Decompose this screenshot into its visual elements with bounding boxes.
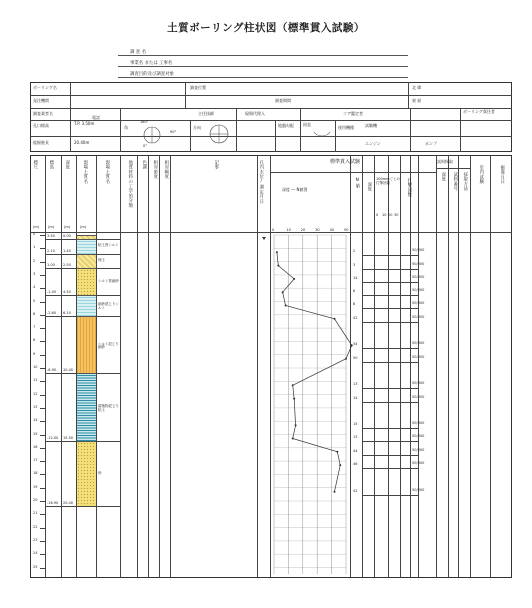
page-title: 土質ボーリング柱状図（標準貫入試験） — [167, 22, 365, 34]
elevation-value: T.P. 3.50m — [74, 121, 95, 126]
blows-value: 50/300 — [412, 261, 425, 266]
layer-soil-name: 砂 — [98, 470, 102, 475]
layer-soil-name: 腐植物混じり粘土 — [98, 404, 119, 412]
scale-tick-label: 3 — [33, 271, 36, 276]
col-header-engineering: 地質材料の工学的分類 — [127, 160, 133, 208]
angle-90: 90° — [170, 130, 177, 134]
col-header-blows-per: 100mmごとの打撃回数 — [376, 177, 400, 185]
blow-axis-tick: 20 — [388, 213, 393, 217]
blows-value: 50/300 — [412, 288, 425, 293]
spt-row-line — [362, 428, 418, 429]
blows-value: 50/300 — [412, 381, 425, 386]
north-latitude-label: 北 緯 — [412, 85, 422, 90]
col-header-spt: 標準貫入試験 — [330, 159, 361, 165]
n-value: 14 — [353, 275, 358, 280]
boring-name-label: ボーリング名 — [33, 85, 57, 90]
layer-elevation: -1.00 — [47, 289, 57, 294]
col-header-description: 記事 — [213, 160, 219, 170]
blows-value: 50/300 — [412, 487, 425, 492]
col-header-blows: 打撃回数 — [406, 178, 412, 198]
scale-tick-label: 24 — [33, 551, 38, 556]
n-axis-tick: 40 — [329, 228, 335, 232]
spt-row-line — [362, 441, 418, 442]
n-value-point — [333, 318, 335, 320]
scale-tick-label: 23 — [33, 537, 38, 542]
n-axis-tick: 10 — [286, 228, 291, 232]
col-header-color: 色調 — [141, 160, 147, 170]
spt-row-line — [362, 402, 418, 403]
blows-value: 50/300 — [412, 354, 425, 359]
col-header-consistency: 相対稠度 — [163, 160, 169, 180]
spt-row-line — [362, 255, 418, 256]
n-value: 8 — [353, 302, 356, 307]
core-examiner-label: コア鑑定者 — [343, 111, 363, 116]
col-header-sample-no: 試料番号 — [452, 172, 458, 192]
blows-value: 50/300 — [412, 394, 425, 399]
layer-depth: 10.40 — [63, 368, 74, 373]
spt-row-line — [362, 269, 418, 270]
pump-label: ポンプ — [425, 141, 437, 146]
col-header-soil-name: 現場土質名 — [82, 160, 88, 184]
scale-tick-label: 19 — [33, 484, 38, 489]
slope-label: 地盤勾配 — [278, 123, 294, 128]
layer-elevation: -6.90 — [47, 368, 57, 373]
client-label: 発注機関 — [33, 98, 49, 103]
chief-engineer-label: 主任技師 — [198, 111, 214, 116]
col-header-remarks: 掘進月日 — [499, 165, 505, 185]
spt-row-line — [362, 388, 418, 389]
engine-label: エンジン — [365, 141, 381, 146]
col-header-scale: 標尺 — [32, 160, 38, 170]
n-value-point — [282, 291, 284, 293]
spt-row-line — [362, 295, 418, 296]
n-axis-tick: 50 — [344, 228, 349, 232]
blows-value: 50/300 — [412, 301, 425, 306]
n-axis-tick: 20 — [300, 228, 306, 232]
blows-value: 50/300 — [412, 447, 425, 452]
n-value: 13 — [353, 435, 358, 440]
layer-elevation: 1.00 — [47, 263, 55, 268]
layer-depth: 15.50 — [63, 436, 74, 441]
scale-tick-label: 6 — [33, 311, 36, 316]
spt-row-line — [362, 308, 418, 309]
n-value-point — [285, 304, 287, 306]
layer-depth: 0.00 — [63, 233, 71, 238]
scale-tick-label: 13 — [33, 404, 38, 409]
n-value: 3 — [353, 262, 356, 267]
scale-tick-label: 17 — [33, 458, 38, 463]
boring-manager-label: ボーリング責任者 — [463, 109, 495, 114]
spt-row-line — [362, 362, 418, 363]
layer-depth: 6.10 — [63, 311, 71, 316]
layer-depth: 20.40 — [63, 501, 74, 506]
scale-tick-label: 25 — [33, 564, 38, 569]
blows-value: 50/300 — [412, 274, 425, 279]
col-header-spt-depth: 深度 — [366, 182, 372, 192]
n-value: 15 — [353, 422, 358, 427]
blow-axis-tick: 30 — [394, 213, 399, 217]
n-value-point — [277, 265, 279, 267]
layer-soil-name: 粘土質シルト — [98, 243, 119, 248]
layer-elevation: 2.10 — [47, 248, 55, 253]
spt-row-line — [362, 282, 418, 283]
layer-depth: 4.50 — [63, 289, 71, 294]
phone-label: 電話 — [92, 115, 100, 120]
n-value: 44 — [353, 448, 358, 453]
layer-depth: 2.50 — [63, 263, 71, 268]
spt-row-line — [362, 348, 418, 349]
layer-elevation: -16.90 — [47, 501, 59, 506]
spt-row-line — [362, 495, 418, 496]
scale-tick-label: 16 — [33, 444, 38, 449]
layer-soil-name: 埋土 — [98, 257, 105, 262]
blow-axis-tick: 0 — [376, 213, 379, 217]
test-machine-label: 試験機 — [365, 123, 377, 128]
n-value-point — [339, 464, 341, 466]
layer-soil-name: 細砂混じりシルト — [98, 302, 119, 310]
col-header-sample-depth: 深度 — [440, 172, 446, 182]
survey-name-label: 調 査 名 — [130, 50, 146, 55]
company-label: 調査業者名 — [33, 111, 53, 116]
scale-tick-label: 10 — [33, 365, 38, 369]
angle-180: 180° — [140, 120, 149, 124]
n-value-point — [293, 278, 295, 280]
col-header-n-value: N値 — [354, 178, 360, 189]
col-header-sample-method: 採取方法 — [462, 172, 468, 192]
col-header-density: 相対密度 — [152, 160, 158, 180]
n-value-point — [276, 251, 278, 253]
scale-tick-label: 7 — [33, 325, 36, 330]
col-header-lab-test: 室内試験 — [478, 165, 484, 185]
scale-tick-label: 9 — [33, 351, 36, 356]
n-value: 54 — [353, 342, 358, 347]
scale-tick-label: 18 — [33, 471, 38, 476]
scale-tick-label: 5 — [33, 298, 36, 303]
survey-period-label: 調査期間 — [275, 98, 291, 103]
scale-tick-label: 14 — [33, 418, 38, 423]
layer-soil-name: シルト質細砂 — [98, 278, 119, 283]
scale-tick-label: 15 — [33, 431, 38, 436]
n-value: 14 — [353, 395, 358, 400]
n-value-point — [292, 384, 294, 386]
n-value-point — [333, 491, 335, 493]
angle-label: 角 — [124, 125, 128, 130]
survey-purpose-label: 調査目的及び調査対象 — [130, 72, 174, 77]
n-value: 50 — [353, 355, 358, 360]
water-level-icon — [262, 237, 266, 240]
project-name-label: 事業名 または 工事名 — [130, 61, 173, 66]
col-header-sampling: 試料採取 — [437, 159, 453, 164]
layer-depth: 1.40 — [63, 248, 71, 253]
blows-value: 50/300 — [412, 341, 425, 346]
n-value-point — [345, 358, 347, 360]
col-header-soil-label: 現場土質名 — [104, 160, 110, 184]
unit-depth: (m) — [64, 225, 71, 229]
scale-tick-label: 8 — [33, 338, 36, 343]
n-value: 42 — [353, 315, 358, 320]
spt-row-line — [362, 455, 418, 456]
equipment-label: 使用機種 — [338, 125, 354, 130]
scale-tick-label: 2 — [33, 258, 36, 263]
unit-scale: (m) — [33, 225, 40, 229]
blows-value: 50/300 — [412, 461, 425, 466]
blows-value: 50/300 — [412, 314, 425, 319]
n-value-point — [292, 437, 294, 439]
n-value-point — [293, 398, 295, 400]
layer-elevation: -12.00 — [47, 436, 59, 441]
scale-tick-label: 20 — [33, 498, 38, 502]
col-header-depth: 深度 — [64, 160, 70, 170]
n-value: 13 — [353, 382, 358, 387]
n-value: 6 — [353, 289, 356, 294]
n-value-point — [295, 424, 297, 426]
scale-tick-label: 1 — [33, 245, 36, 250]
elevation-label: 孔口標高 — [33, 123, 49, 128]
blow-axis-tick: 10 — [382, 213, 387, 217]
layer-elevation: 3.50 — [47, 233, 55, 238]
layer-elevation: -2.60 — [47, 311, 57, 316]
col-header-water-level: 孔内水位/測定月日 — [258, 160, 264, 204]
n-value: 46 — [353, 462, 358, 467]
col-header-spt-graph: 深度 ― N値図 — [282, 187, 308, 192]
survey-location-label: 調査位置 — [190, 85, 206, 90]
col-header-elevation: 標高 — [48, 160, 54, 170]
vertical-label: 鉛直 — [303, 122, 311, 127]
total-depth-label: 総掘進長 — [33, 140, 49, 145]
n-value-point — [336, 451, 338, 453]
n-value: 42 — [353, 488, 358, 493]
spt-row-line — [362, 322, 418, 323]
unit-thickness: (m) — [80, 225, 87, 229]
scale-tick-label: 4 — [33, 285, 36, 290]
spt-row-line — [362, 468, 418, 469]
scale-tick-label: 11 — [33, 378, 38, 383]
blows-value: 50/300 — [412, 421, 425, 426]
scale-tick-label: 0 — [33, 232, 36, 236]
scale-tick-label: 12 — [33, 391, 38, 396]
east-longitude-label: 東 経 — [412, 98, 422, 103]
unit-elevation: (m) — [48, 225, 55, 229]
n-axis-tick: 30 — [315, 228, 320, 232]
scale-tick-label: 21 — [33, 511, 38, 516]
direction-label: 方向 — [193, 125, 201, 130]
n-axis-tick: 0 — [272, 228, 275, 232]
blows-value: 50/300 — [412, 248, 425, 253]
total-depth-value: 20.40m — [74, 140, 90, 145]
scale-tick-label: 22 — [33, 524, 38, 529]
layer-soil-name: シルト混じり細砂 — [98, 341, 119, 350]
angle-0: 0° — [143, 144, 147, 148]
site-agent-label: 現場代理人 — [245, 111, 265, 116]
blows-value: 50/300 — [412, 434, 425, 439]
n-value: 2 — [353, 249, 356, 254]
